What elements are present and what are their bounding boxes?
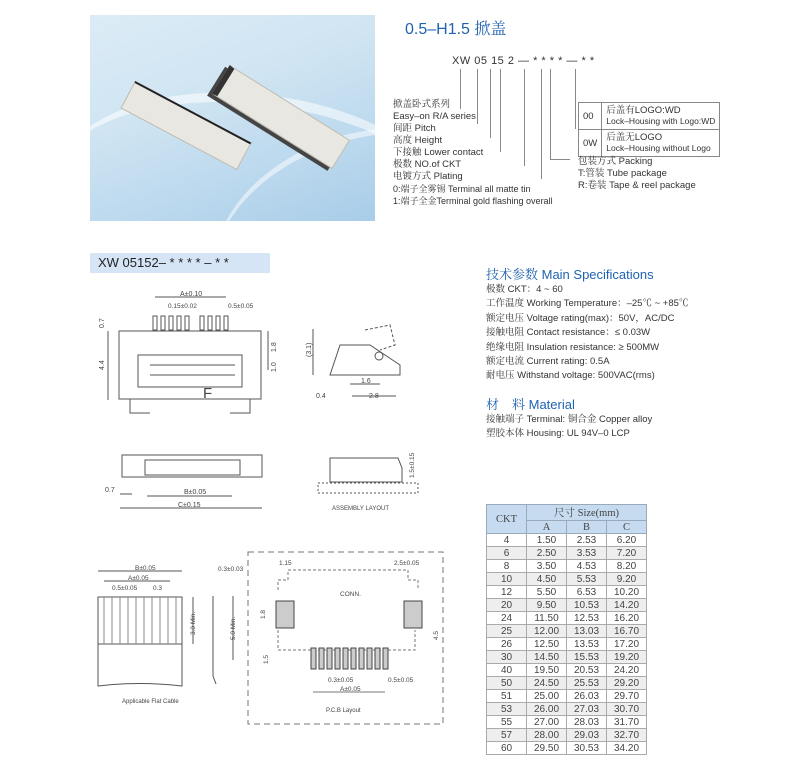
- cell-size: 8.20: [607, 560, 647, 573]
- table-row: [487, 703, 647, 716]
- dim-label: 1.6: [361, 378, 371, 385]
- table-row: [487, 742, 647, 755]
- col-header-size: 尺寸 Size(mm): [527, 505, 647, 521]
- cell-size: 6.20: [607, 534, 647, 547]
- logo-zh: 后盖有LOGO:WD: [606, 105, 681, 116]
- cell-size: 9.20: [607, 573, 647, 586]
- dim-label: 1.5: [263, 654, 270, 664]
- material-title: 材 料 Material: [486, 396, 575, 412]
- assembly-view: [318, 458, 418, 493]
- pcb-pad-left: [276, 601, 294, 628]
- legend-ckt: 极数 NO.of CKT: [393, 159, 462, 170]
- dim-label: 0.7: [99, 318, 106, 328]
- cell-size: 24.20: [607, 664, 647, 677]
- cell-ckt: 57: [487, 729, 527, 742]
- dim-label: 0.5±0.05: [112, 585, 138, 592]
- cell-size: 26.03: [567, 690, 607, 703]
- cell-ckt: 40: [487, 664, 527, 677]
- cell-size: 3.53: [567, 547, 607, 560]
- legend-lower-contact: 下接触 Lower contact: [393, 147, 484, 158]
- packing-option: R:卷装 Tape & reel package: [578, 180, 696, 191]
- main-specifications: [486, 264, 688, 442]
- dim-label: 3.0 Min.: [190, 611, 197, 635]
- cell-size: 31.70: [607, 716, 647, 729]
- cell-size: 17.20: [607, 638, 647, 651]
- table-row: [487, 677, 647, 690]
- logo-zh: 后盖无LOGO: [606, 132, 663, 143]
- dim-label: 1.5±0.15: [409, 452, 416, 478]
- spec-item: 额定电流 Current rating: 0.5A: [486, 356, 610, 368]
- cell-ckt: 60: [487, 742, 527, 755]
- table-row: [487, 560, 647, 573]
- dim-label: C±0.15: [178, 502, 201, 509]
- dim-label: 1.15: [279, 560, 292, 567]
- legend-plating: 电镀方式 Plating: [393, 171, 463, 182]
- cell-size: 11.50: [527, 612, 567, 625]
- logo-code: 0W: [579, 130, 602, 157]
- cell-size: 2.53: [567, 534, 607, 547]
- cell-size: 26.00: [527, 703, 567, 716]
- legend-height: 高度 Height: [393, 135, 443, 146]
- cell-size: 14.20: [607, 599, 647, 612]
- table-row: [487, 534, 647, 547]
- spec-item: 耐电压 Withstand voltage: 500VAC(rms): [486, 370, 655, 382]
- dim-label: 0.5±0.05: [388, 677, 414, 684]
- plating-option: 0:端子全雾锡 Terminal all matte tin: [393, 184, 531, 194]
- cell-size: 28.03: [567, 716, 607, 729]
- size-table: [486, 504, 647, 755]
- page-title: 0.5–H1.5 掀盖: [405, 21, 507, 38]
- cell-ckt: 30: [487, 651, 527, 664]
- dim-label: 0.3±0.05: [328, 677, 354, 684]
- cell-size: 19.50: [527, 664, 567, 677]
- spec-item: 额定电压 Voltage rating(max)：50V，AC/DC: [486, 312, 675, 324]
- cell-size: 13.03: [567, 625, 607, 638]
- table-row: [487, 625, 647, 638]
- cell-size: 5.53: [567, 573, 607, 586]
- cell-size: 10.20: [607, 586, 647, 599]
- cell-size: 1.50: [527, 534, 567, 547]
- dim-label: 0.7: [105, 487, 115, 494]
- table-row: [487, 612, 647, 625]
- front-view-inner: [138, 355, 242, 387]
- logo-code: 00: [579, 103, 602, 130]
- spec-item: 绝缘电阻 Insulation resistance: ≥ 500MW: [486, 341, 660, 353]
- cell-size: 19.20: [607, 651, 647, 664]
- dim-label: (3.1): [306, 342, 313, 357]
- cell-size: 29.20: [607, 677, 647, 690]
- legend-pitch: 间距 Pitch: [393, 123, 436, 134]
- dim-label: 5.0 Min.: [230, 616, 237, 640]
- cell-size: 4.53: [567, 560, 607, 573]
- legend-series-en: Easy–on R/A series: [393, 111, 476, 122]
- table-row: [487, 690, 647, 703]
- cell-size: 9.50: [527, 599, 567, 612]
- col-header-c: C: [607, 521, 647, 534]
- cell-ckt: 4: [487, 534, 527, 547]
- flat-cable-caption: Applicable Flat Cable: [122, 699, 179, 705]
- cell-ckt: 20: [487, 599, 527, 612]
- packing-label: 包装方式 Packing: [578, 156, 653, 167]
- cell-size: 24.50: [527, 677, 567, 690]
- dim-label: B±0.05: [184, 489, 207, 496]
- legend-series: 掀盖卧式系列: [393, 99, 451, 110]
- plating-option: 1:端子全金Terminal gold flashing overall: [393, 196, 553, 206]
- cell-size: 27.03: [567, 703, 607, 716]
- cell-size: 30.70: [607, 703, 647, 716]
- cell-size: 14.50: [527, 651, 567, 664]
- cell-size: 10.53: [567, 599, 607, 612]
- table-row: [487, 638, 647, 651]
- pcb-layout: [248, 552, 443, 724]
- cell-size: 16.20: [607, 612, 647, 625]
- cell-ckt: 10: [487, 573, 527, 586]
- logo-en: Lock–Housing with Logo:WD: [606, 116, 716, 126]
- table-row: [487, 599, 647, 612]
- cell-size: 12.50: [527, 638, 567, 651]
- cell-size: 16.70: [607, 625, 647, 638]
- cell-size: 29.03: [567, 729, 607, 742]
- table-row: [487, 651, 647, 664]
- material-item: 接触端子 Terminal: 铜合金 Copper alloy: [486, 413, 653, 425]
- spec-item: 极数 CKT：4 ~ 60: [486, 284, 563, 295]
- col-header-b: B: [567, 521, 607, 534]
- spec-item: 工作温度 Working Temperature：–25℃ ~ +85℃: [486, 298, 689, 310]
- cell-size: 32.70: [607, 729, 647, 742]
- dim-label: 2.8: [369, 393, 379, 400]
- cell-size: 2.50: [527, 547, 567, 560]
- dim-label: 1.8: [260, 609, 267, 619]
- table-row: [487, 586, 647, 599]
- table-row: [487, 573, 647, 586]
- pcb-border: [248, 552, 443, 724]
- cell-size: 3.50: [527, 560, 567, 573]
- cell-size: 25.00: [527, 690, 567, 703]
- packing-option: T:管装 Tube package: [578, 168, 667, 179]
- cell-size: 25.53: [567, 677, 607, 690]
- dim-label: 1.8: [271, 342, 278, 352]
- front-view: [108, 297, 268, 413]
- assembly-caption: ASSEMBLY LAYOUT: [332, 506, 390, 512]
- cell-size: 13.53: [567, 638, 607, 651]
- cell-ckt: 50: [487, 677, 527, 690]
- cell-size: 5.50: [527, 586, 567, 599]
- cell-size: 29.50: [527, 742, 567, 755]
- table-row: [487, 729, 647, 742]
- dim-label: A±0.10: [180, 291, 203, 298]
- part-number-code: XW 05 15 2 — * * * * — * *: [452, 55, 595, 67]
- cell-ckt: 25: [487, 625, 527, 638]
- cell-size: 29.70: [607, 690, 647, 703]
- cell-size: 28.00: [527, 729, 567, 742]
- pcb-caption: P.C.B Layout: [326, 708, 361, 714]
- conn-label: CONN.: [340, 591, 361, 598]
- dim-label: A±0.05: [128, 575, 149, 582]
- cell-ckt: 8: [487, 560, 527, 573]
- cell-size: 15.53: [567, 651, 607, 664]
- dim-label: 0.4: [316, 393, 326, 400]
- dim-label: 4.4: [99, 360, 106, 370]
- table-row: [487, 547, 647, 560]
- pcb-signal-pads: [311, 648, 388, 669]
- cell-ckt: 12: [487, 586, 527, 599]
- front-view-pins: [153, 316, 228, 330]
- cell-size: 34.20: [607, 742, 647, 755]
- cell-size: 30.53: [567, 742, 607, 755]
- cell-ckt: 26: [487, 638, 527, 651]
- pcb-pad-right: [404, 601, 422, 628]
- dim-label: 1.0: [271, 362, 278, 372]
- cell-size: 6.53: [567, 586, 607, 599]
- spec-item: 接触电阻 Contact resistance：≤ 0.03W: [486, 327, 651, 339]
- cell-size: 27.00: [527, 716, 567, 729]
- table-row: [487, 664, 647, 677]
- dim-label: 2.5±0.05: [394, 560, 420, 567]
- table-row: [487, 716, 647, 729]
- cell-size: 12.53: [567, 612, 607, 625]
- dim-label: 0.3: [153, 585, 163, 592]
- dim-label: 4.5: [433, 630, 440, 640]
- cell-ckt: 53: [487, 703, 527, 716]
- size-table-body: [487, 534, 647, 755]
- dim-label: 0.5±0.05: [228, 303, 254, 310]
- cell-ckt: 55: [487, 716, 527, 729]
- side-view: [313, 325, 400, 396]
- dim-label: 0.3±0.03: [218, 566, 244, 573]
- material-item: 塑胶本体 Housing: UL 94V–0 LCP: [486, 428, 630, 440]
- cell-size: 20.53: [567, 664, 607, 677]
- drawing-banner: XW 05152– * * * * – * *: [90, 253, 270, 273]
- cell-size: 7.20: [607, 547, 647, 560]
- col-header-ckt: CKT: [487, 505, 527, 534]
- dim-label: B±0.05: [135, 565, 156, 572]
- cell-ckt: 51: [487, 690, 527, 703]
- dim-label: A±0.05: [340, 686, 361, 693]
- specs-title: 技术参数 Main Specifications: [486, 267, 654, 282]
- bottom-view: [120, 455, 262, 508]
- cell-ckt: 24: [487, 612, 527, 625]
- col-header-a: A: [527, 521, 567, 534]
- logo-en: Lock–Housing without Logo: [606, 143, 711, 153]
- cell-ckt: 6: [487, 547, 527, 560]
- cell-size: 4.50: [527, 573, 567, 586]
- f-mark: F: [203, 385, 213, 402]
- cell-size: 12.00: [527, 625, 567, 638]
- dim-label: 0.15±0.02: [168, 303, 197, 310]
